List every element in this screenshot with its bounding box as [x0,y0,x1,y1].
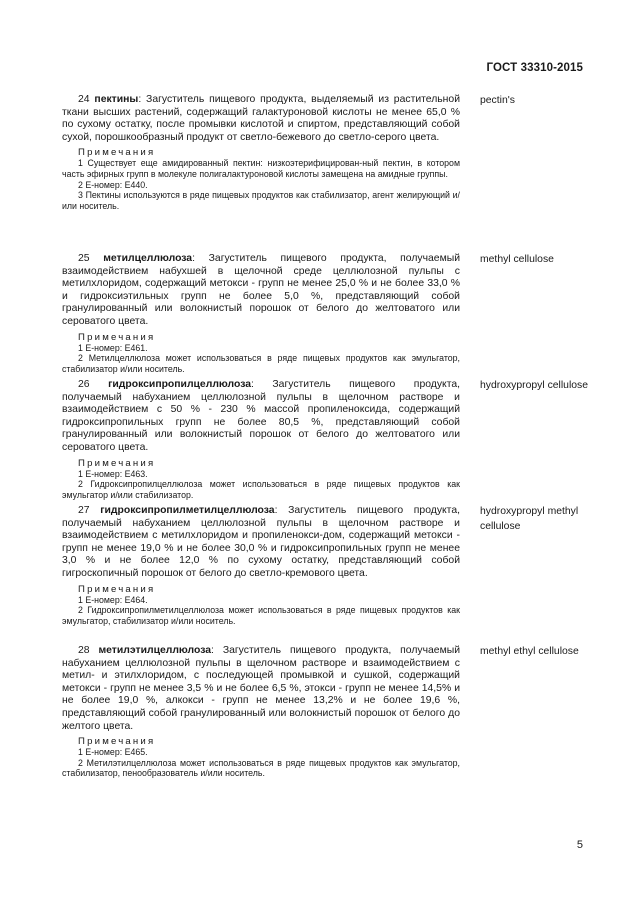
term-entry-25 [62,253,622,374]
standard-header: ГОСТ 33310-2015 [486,62,583,74]
note-item: 2 Метилцеллюлоза может использоваться в ряде пищевых продуктов как эмульгатор, стабилизатор и/или носитель. [62,353,460,374]
notes-title: Примечания [78,583,156,595]
term-number: 26 [78,379,90,390]
term-definition [62,253,460,329]
note-item: 1 Е-номер: Е461. [78,342,148,353]
note-item: 1 Е-номер: Е464. [78,594,148,605]
term-definition-text: : Загуститель пищевого продукта, получаемый набуханием целлюлозной пульпы в щелочном растворе и взаимодействием с метил- и этилхлоридом, с последующей промывкой и сушкой, содержащий метокси - групп не менее 3,5 % и не более 6,5 %, этокси - групп не менее 14,5% и не более 19,0 %, алкокси - групп не менее 13,2% и не более 19,6 %, представляющий собой гранулированный или волокнистый порошок от белого до желтого цвета. [62,645,460,732]
term-number: 25 [78,253,90,264]
term-definition-text: : Загуститель пищевого продукта, выделяемый из растительной ткани высших растений, содержащий галактуроновой кислоты не менее 65,0 % по сухому остатку, после промывки кислотой и спиртом, представляющий собой сухой, порошкообразный продукт от светло-бежевого до светло-серого цвета. [62,94,461,143]
notes-title: Примечания [78,147,156,159]
term-entry-27 [62,505,622,626]
term-name: пектины [94,94,139,105]
term-number: 28 [78,645,90,656]
term-definition [62,645,460,733]
term-name: метилэтилцеллюлоза [98,645,212,656]
notes-block [62,736,460,779]
term-number: 24 [78,94,90,105]
term-entry-28 [62,645,622,779]
note-item: 3 Пектины используются в ряде пищевых продуктов как стабилизатор, агент желирующий и/или носитель. [62,190,460,211]
term-definition [62,505,460,581]
notes-title: Примечания [78,736,156,748]
page-number: 5 [576,839,583,851]
term-name: метилцеллюлоза [103,253,193,264]
term-definition-text: : Загуститель пищевого продукта, получаемый набуханием целлюлозной пульпы в щелочном растворе и взаимодействием с 50 % - 230 % массой пропиленоксида, содержащий гидроксипропильных групп не более 80,5 %, представляющий собой гранулированный или волокнистый порошок от белого до желтоватого или сероватого цвета. [62,379,460,453]
term-definition [62,94,460,144]
note-item: 2 Метилэтилцеллюлоза может использоваться в ряде пищевых продуктов как эмульгатор, стабилизатор, пенообразователь и/или носитель. [62,757,460,779]
note-item: 1 Е-номер: Е465. [78,747,148,758]
notes-block [62,458,460,501]
notes-block [62,332,460,375]
notes-block [62,584,460,627]
notes-block [62,147,460,211]
term-english: methyl cellulose [480,254,554,265]
term-definition-text: : Загуститель пищевого продукта, получаемый взаимодействием набухшей в щелочной среде целлюлозной пульпы с метилхлоридом, содержащий метокси - групп не менее 25,0 % и не более 33,0 % и гидроксиэтильных групп не более 5,0 %, представляющий собой гранулированный или волокнистый порошок от белого до желтоватого или сероватого цвета. [62,253,460,327]
term-number: 27 [78,505,90,516]
term-english: hydroxypropyl cellulose [480,380,589,391]
note-item: 1 Существует еще амидированный пектин: низкоэтерифицирован-ный пектин, в котором часть эфирных групп в молекуле полигалактуроновой кислоты замещена на амидные группы. [62,158,460,179]
term-english: hydroxypropyl methyl cellulose [480,506,579,532]
term-name: гидроксипропилметилцеллюлоза [100,505,275,516]
term-entry-24 [62,94,622,211]
notes-title: Примечания [78,331,156,343]
term-english: methyl ethyl cellulose [480,646,579,657]
notes-title: Примечания [78,457,156,469]
term-english: pectin's [480,95,515,106]
term-name: гидроксипропилцеллюлоза [108,379,252,390]
note-item: 2 Гидроксипропилцеллюлоза может использоваться в ряде пищевых продуктов как эмульгатор и/или стабилизатор. [62,479,460,500]
note-item: 2 Гидроксипропилметилцеллюлоза может использоваться в ряде пищевых продуктов как эмульгатор, стабилизатор и/или носитель. [62,605,460,626]
term-entry-26 [62,379,622,500]
note-item: 2 Е-номер: Е440. [78,179,148,190]
note-item: 1 Е-номер: Е463. [78,468,148,479]
term-definition [62,379,460,455]
term-definition-text: : Загуститель пищевого продукта, получаемый набуханием целлюлозной пульпы в щелочном растворе и взаимодействием с метилхлоридом и пропиленокси-дом, содержащий метокси - групп не менее 19,0 % и не более 30,0 % и гидроксипропильных групп не менее 3,0 % и не более 12,0 % по сухому остатку, представляющий собой гигроскопичный порошок от белого до светло-кремового цвета. [62,505,460,579]
